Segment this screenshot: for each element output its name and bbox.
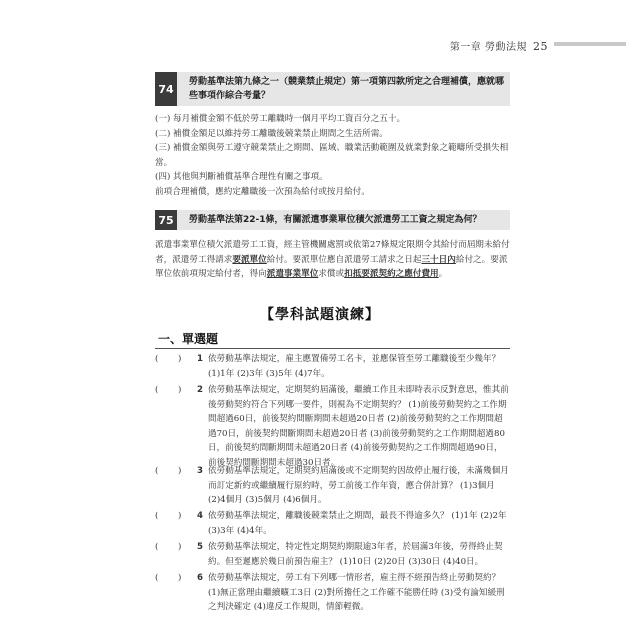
mc-item-1 [155, 352, 510, 381]
answer-blank-close: ) [178, 511, 182, 521]
answer-text: 。 [438, 269, 448, 279]
answer-blank-close: ) [178, 354, 182, 364]
item-number: 2 [197, 385, 203, 395]
answer-blank-open: ( [155, 573, 159, 583]
item-text: 依勞動基準法規定，雇主應置備勞工名卡，並應保管至勞工離職後至少幾年？ (1)1年 (2)3年 (3)5年 (4)7年。 [208, 354, 501, 379]
item-text: 依勞動基準法規定，定期契約屆滿後或不定期契約因故停止履行後，未滿幾個月而訂定新約或繼續履行原約時，勞工前後工作年資，應合併計算？ (1)3個月 (2)4個月 (3)5個月 (4)6個月。 [208, 466, 509, 505]
answer-line: (三) 補償金額與勞工遵守競業禁止之期間、區域、職業活動範圍及就業對象之範疇所受損失相當。 [155, 143, 509, 168]
section-subtitle: 一、單選題 [158, 332, 219, 346]
answer-line: (二) 補償金額足以維持勞工離職後競業禁止期間之生活所需。 [155, 128, 388, 139]
question-text: 勞動基準法第九條之一（競業禁止規定）第一項第四款所定之合理補償，應就哪些事項作綜合考量？ [189, 77, 505, 101]
answer-75 [155, 238, 510, 282]
answer-line: (一) 每月補償金額不低於勞工離職時一個月平均工資百分之五十。 [155, 114, 406, 124]
mc-item-6 [155, 571, 510, 615]
answer-blank-open: ( [155, 354, 159, 364]
keyword-agency: 派遣事業單位 [266, 269, 319, 279]
mc-item-5 [155, 540, 510, 569]
item-number: 3 [197, 466, 203, 476]
answer-text: 求償或 [318, 269, 345, 279]
answer-blank-open: ( [155, 511, 159, 521]
keyword-30-days: 三十日內 [421, 254, 456, 265]
mc-item-4 [155, 509, 510, 538]
question-text: 勞動基準法第22-1條，有關派遣事業單位積欠派遣勞工工資之規定為何？ [189, 215, 482, 225]
item-text: 依勞動基準法規定，勞工有下列哪一情形者，雇主得不經預告終止勞動契約？ (1)無正當理由繼續曠工3日 (2)對所擔任之工作確不能勝任時 (3)受有論知緩刑之判決確定 (4)違反工作規則，情節輕微。 [208, 573, 505, 612]
keyword-dispatch-unit: 要派單位 [232, 254, 267, 265]
item-text: 依勞動基準法規定，離職後競業禁止之期間，最長不得逾多久？ (1)1年 (2)2年 (3)3年 (4)4年。 [208, 511, 507, 536]
question-75-box [155, 210, 510, 230]
item-text: 依勞動基準法規定，定期契約屆滿後，繼續工作且未即時表示反對意思，惟其前後勞動契約符合下列哪一要件，則視為不定期契約？ (1)前後勞動契約之工作期間超過60日，前後契約間斷期間未超過20日者 (2)前後勞動契約之工作期間超過70日，前後契約間斷期間未超過20日者 (3)前後勞動契約之工作期間超過80日，前後契約間斷期間未超過20日者 (4)前後勞動契約之工作期間超過90日，前後契約間斷期間未超過30日者。 [208, 385, 509, 468]
answer-line: 前項合理補償，應約定離職後一次預為給付或按月給付。 [155, 186, 370, 197]
answer-blank-close: ) [178, 466, 182, 476]
answer-text: 給付。要派單位應自派遣勞工請求之日起 [266, 254, 422, 265]
answer-blank-close: ) [178, 573, 182, 583]
item-number: 4 [197, 511, 203, 521]
answer-blank-close: ) [178, 385, 182, 395]
item-text: 依勞動基準法規定，特定性定期契約期限逾3年者，於屆滿3年後，勞得終止契約。但至遲應於幾日前預告雇主？ (1)10日 (2)20日 (3)30日 (4)40日。 [208, 542, 503, 567]
answer-text: 給付之。要派單位依前項規定給付者，得向 [155, 254, 508, 279]
answer-blank-open: ( [155, 466, 159, 476]
page-header [450, 38, 548, 53]
section-title: 【學科試題演練】 [260, 307, 380, 323]
question-number: 74 [155, 72, 177, 106]
answer-text: 派遣事業單位積欠派遣勞工工資，經主管機關處罰或依第27條規定限期令其給付而屆期未給付者，派遣勞工得請求 [155, 240, 510, 265]
answer-line: (四) 其他與判斷補償基準合理性有關之事項。 [155, 172, 328, 182]
item-number: 5 [197, 542, 203, 552]
item-number: 1 [197, 354, 203, 364]
answer-blank-open: ( [155, 542, 159, 552]
mc-item-2 [155, 383, 510, 470]
question-74-box [155, 72, 510, 106]
question-number: 75 [155, 210, 177, 230]
page-number: 25 [533, 40, 548, 53]
mc-item-3 [155, 464, 510, 508]
keyword-offset-fee: 扣抵要派契約之應付費用 [344, 269, 439, 279]
header-bar [554, 42, 626, 46]
chapter-title: 第一章 勞動法規 [449, 42, 527, 53]
answer-blank-close: ) [178, 542, 182, 552]
item-number: 6 [197, 573, 203, 583]
answer-74 [155, 112, 510, 199]
subtitle-divider [155, 348, 510, 349]
answer-blank-open: ( [155, 385, 159, 395]
